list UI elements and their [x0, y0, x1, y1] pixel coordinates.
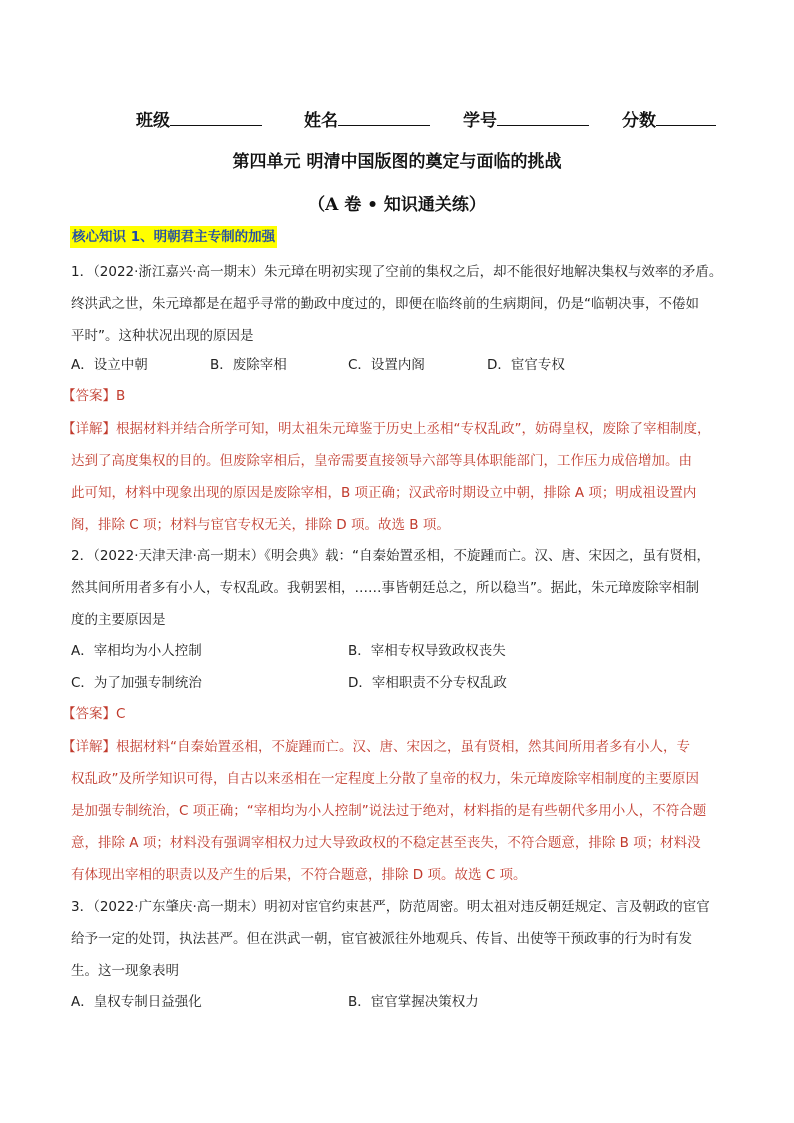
detail-tag: 【详解】 — [62, 421, 116, 437]
name-label: 姓名 — [304, 111, 338, 131]
q1-detail-line — [62, 419, 711, 439]
q3-option-a[interactable]: A．皇权专制日益强化 — [71, 994, 202, 1010]
q1-stem-line: 平时”。这种状况出现的原因是 — [71, 328, 254, 344]
q2-option-d[interactable]: D．宰相职责不分专权乱政 — [348, 675, 507, 691]
class-field — [136, 106, 262, 131]
detail-text: 根据材料并结合所学可知，明太祖朱元璋鉴于历史上丞相“专权乱政”，妨碍皇权，废除了宰相制度， — [116, 421, 711, 437]
q2-option-a[interactable]: A．宰相均为小人控制 — [71, 643, 202, 659]
name-blank[interactable] — [338, 107, 430, 126]
page-subtitle: （A 卷 • 知识通关练） — [308, 195, 486, 215]
q1-answer — [62, 386, 125, 406]
q1-stem-line: 终洪武之世，朱元璋都是在超乎寻常的勤政中度过的，即便在临终前的生病期间，仍是“临朝决事，不倦如 — [71, 296, 699, 312]
q1-option-c[interactable]: C．设置内阁 — [348, 357, 425, 373]
q2-stem-line: 然其间所用者多有小人，专权乱政。我朝罢相，……事皆朝廷总之，所以稳当”。据此，朱元璋废除宰相制 — [71, 580, 699, 596]
q1-detail-line: 阁，排除 C 项；材料与宦官专权无关，排除 D 项。故选 B 项。 — [71, 517, 450, 533]
answer-tag: 【答案】 — [62, 706, 116, 722]
score-blank[interactable] — [656, 107, 716, 126]
section-heading: 核心知识 1、明朝君主专制的加强 — [70, 226, 277, 248]
q1-stem-line: 1．（2022·浙江嘉兴·高一期末）朱元璋在明初实现了空前的集权之后，却不能很好地解决集权与效率的矛盾。 — [71, 264, 723, 280]
student-id-blank[interactable] — [497, 107, 589, 126]
q2-answer — [62, 704, 125, 724]
q1-option-b[interactable]: B．废除宰相 — [210, 357, 287, 373]
q2-detail-line: 意，排除 A 项；材料没有强调宰相权力过大导致政权的不稳定甚至丧失，不符合题意，排除 B 项；材料没 — [71, 835, 701, 851]
q2-option-c[interactable]: C．为了加强专制统治 — [71, 675, 202, 691]
detail-tag: 【详解】 — [62, 739, 116, 755]
student-id-field — [463, 106, 589, 131]
q1-detail-line: 此可知，材料中现象出现的原因是废除宰相，B 项正确；汉武帝时期设立中朝，排除 A 项；明成祖设置内 — [71, 485, 697, 501]
score-field — [622, 106, 716, 131]
q3-stem-line: 3．（2022·广东肇庆·高一期末）明初对宦官约束甚严，防范周密。明太祖对违反朝廷规定、言及朝政的宦官 — [71, 899, 710, 915]
name-field — [304, 106, 430, 131]
answer-value: C — [116, 706, 126, 722]
answer-tag: 【答案】 — [62, 388, 116, 404]
q3-stem-line: 给予一定的处罚，执法甚严。但在洪武一朝，宦官被派往外地观兵、传旨、出使等干预政事的行为时有发 — [71, 931, 692, 947]
q2-detail-line — [62, 737, 690, 757]
answer-value: B — [116, 388, 126, 404]
detail-text: 根据材料“自秦始置丞相，不旋踵而亡。汉、唐、宋因之，虽有贤相，然其间所用者多有小人，专 — [116, 739, 690, 755]
q1-option-d[interactable]: D．宦官专权 — [487, 357, 565, 373]
q1-detail-line: 达到了高度集权的目的。但废除宰相后，皇帝需要直接领导六部等具体职能部门，工作压力成倍增加。由 — [71, 453, 692, 469]
q2-option-b[interactable]: B．宰相专权导致政权丧失 — [348, 643, 506, 659]
q2-detail-line: 是加强专制统治，C 项正确；“宰相均为小人控制”说法过于绝对，材料指的是有些朝代多用小人，不符合题 — [71, 803, 707, 819]
q2-stem-line: 度的主要原因是 — [71, 612, 166, 628]
q3-stem-line: 生。这一现象表明 — [71, 963, 179, 979]
q3-option-b[interactable]: B．宦官掌握决策权力 — [348, 994, 479, 1010]
q2-detail-line: 权乱政”及所学知识可得，自古以来丞相在一定程度上分散了皇帝的权力，朱元璋废除宰相制度的主要原因 — [71, 771, 699, 787]
student-id-label: 学号 — [463, 111, 497, 131]
class-label: 班级 — [136, 111, 170, 131]
score-label: 分数 — [622, 111, 656, 131]
q1-option-a[interactable]: A．设立中朝 — [71, 357, 148, 373]
q2-stem-line: 2．（2022·天津天津·高一期末）《明会典》载：“自秦始置丞相，不旋踵而亡。汉、唐、宋因之，虽有贤相， — [71, 548, 711, 564]
student-info-header — [130, 106, 730, 130]
q2-detail-line: 有体现出宰相的职责以及产生的后果，不符合题意，排除 D 项。故选 C 项。 — [71, 867, 527, 883]
class-blank[interactable] — [170, 107, 262, 126]
page-title: 第四单元 明清中国版图的奠定与面临的挑战 — [232, 152, 562, 172]
